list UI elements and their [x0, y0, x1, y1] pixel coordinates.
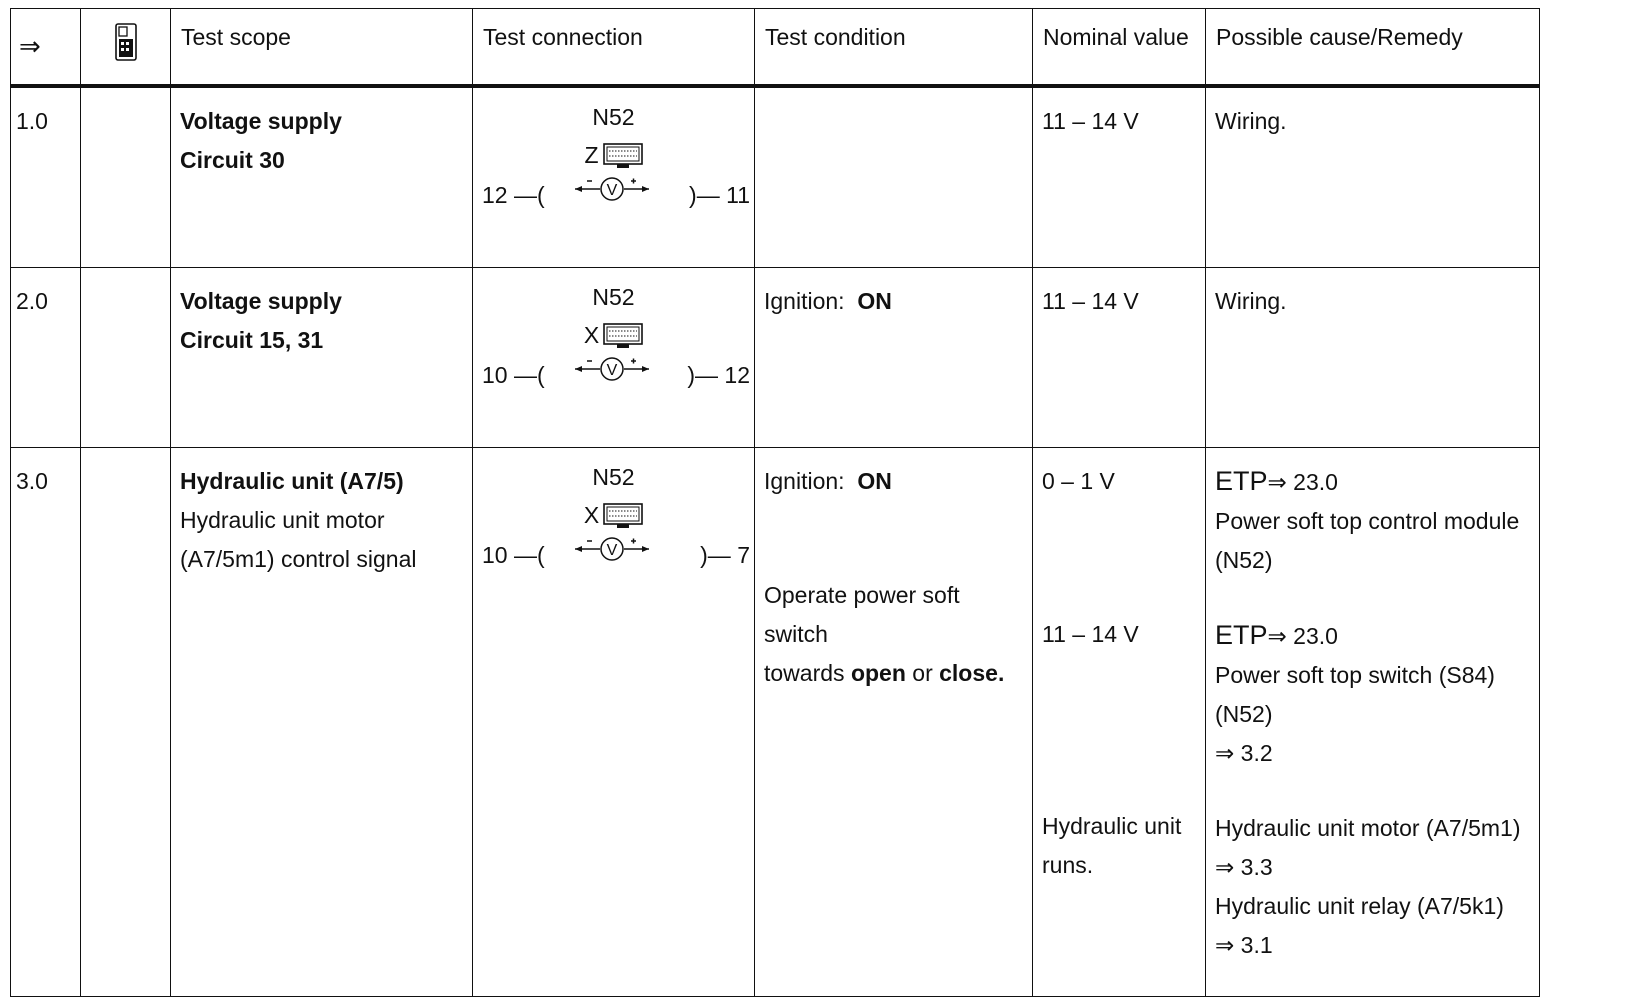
test-connection-diagram	[473, 268, 754, 398]
header-arrow: ⇒	[11, 9, 81, 87]
pin-right: )— 11	[689, 182, 750, 208]
tester-icon	[115, 23, 137, 61]
header-test-condition: Test condition	[755, 9, 1033, 87]
table-row	[11, 268, 1540, 448]
test-connection-diagram	[473, 448, 754, 578]
test-connection-diagram	[473, 88, 754, 218]
test-condition: Ignition: ON	[764, 288, 892, 314]
test-table-sheet	[10, 8, 1540, 997]
scope-line: (A7/5m1) control signal	[180, 546, 417, 572]
connector-plug-icon	[603, 503, 643, 529]
tester-cell	[81, 268, 171, 448]
scope-title: Voltage supply	[180, 108, 342, 134]
header-test-connection: Test connection	[473, 9, 755, 87]
tester-cell	[81, 448, 171, 997]
header-tester	[81, 9, 171, 87]
test-table	[10, 8, 1540, 997]
ecu-label: N52	[592, 284, 635, 310]
meter-symbol: V	[606, 182, 618, 199]
table-row	[11, 86, 1540, 268]
pin-left: 12 —(	[482, 182, 545, 208]
possible-cause: Wiring.	[1215, 288, 1287, 314]
connector-plug-icon	[603, 143, 643, 169]
plug-letter: X	[583, 502, 600, 529]
pin-right: )— 12	[687, 362, 750, 388]
test-condition-cell	[755, 86, 1033, 268]
nominal-value: 11 – 14 V	[1042, 108, 1139, 134]
etp-reference: ETP	[1215, 466, 1268, 496]
scope-subtitle: Circuit 15, 31	[180, 327, 324, 353]
header-nominal-value: Nominal value	[1033, 9, 1206, 87]
test-condition: Ignition: ON Operate power soft switch towards open or close.	[764, 468, 1005, 686]
voltmeter-icon	[573, 532, 653, 564]
plug-letter: X	[583, 322, 600, 349]
table-row	[11, 448, 1540, 997]
header-test-scope: Test scope	[171, 9, 473, 87]
plug-letter: Z	[584, 142, 599, 169]
possible-cause: ETP⇒ 23.0 Power soft top control module (N52) ETP⇒ 23.0 Power soft top switch (S84) (N52) ⇒ 3.2 Hydraulic unit motor (A7/5m1) ⇒ 3.3 Hydraulic unit relay (A7/5k1) ⇒ 3.1	[1215, 466, 1521, 958]
ecu-label: N52	[592, 464, 635, 490]
scope-line: Hydraulic unit motor	[180, 507, 385, 533]
header-possible-cause: Possible cause/Remedy	[1206, 9, 1540, 87]
scope-subtitle: Circuit 30	[180, 147, 285, 173]
scope-title: Voltage supply	[180, 288, 342, 314]
step-number: 2.0	[16, 288, 48, 314]
pin-right: )— 7	[700, 542, 750, 568]
connector-plug-icon	[603, 323, 643, 349]
step-number: 3.0	[16, 468, 48, 494]
pin-left: 10 —(	[482, 542, 545, 568]
pin-left: 10 —(	[482, 362, 545, 388]
voltmeter-icon	[573, 172, 653, 204]
ecu-label: N52	[592, 104, 635, 130]
meter-symbol: V	[606, 362, 618, 379]
step-number: 1.0	[16, 108, 48, 134]
nominal-value: 11 – 14 V	[1042, 288, 1139, 314]
etp-reference: ETP	[1215, 620, 1268, 650]
possible-cause: Wiring.	[1215, 108, 1287, 134]
tester-cell	[81, 86, 171, 268]
table-header-row	[11, 9, 1540, 87]
meter-symbol: V	[606, 542, 618, 559]
scope-title: Hydraulic unit (A7/5)	[180, 468, 404, 494]
nominal-value: 0 – 1 V 11 – 14 V Hydraulic unit runs.	[1042, 468, 1182, 878]
voltmeter-icon	[573, 352, 653, 384]
